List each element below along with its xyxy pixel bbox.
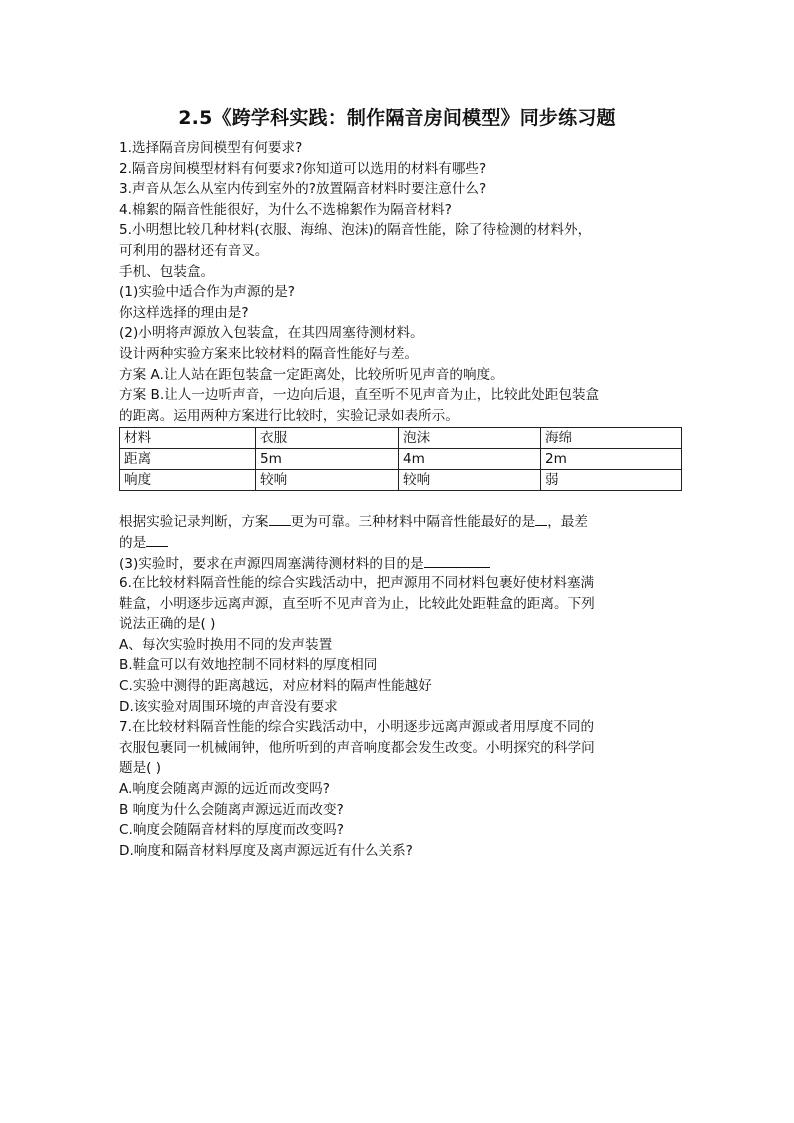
document-title: 2.5《跨学科实践：制作隔音房间模型》同步练习题	[178, 107, 616, 129]
table-cell: 较响	[256, 470, 399, 491]
table-row	[120, 449, 682, 470]
question-5-sub-1: (1)实验中适合作为声源的是?	[119, 284, 296, 301]
question-2: 2.隔音房间模型材料有何要求?你知道可以选用的材料有哪些?	[119, 160, 487, 177]
question-6-option-c: C.实验中测得的距离越远，对应材料的隔声性能越好	[119, 678, 432, 695]
table-header-cell: 海绵	[541, 428, 682, 449]
question-5-design: 设计两种实验方案来比较材料的隔音性能好与差。	[119, 345, 419, 362]
question-5-line-2: 可利用的器材还有音叉。	[119, 242, 269, 259]
question-6-line-3: 说法正确的是( )	[119, 616, 216, 633]
table-cell: 弱	[541, 470, 682, 491]
question-6-option-d: D.该实验对周围环境的声音没有要求	[119, 698, 338, 715]
answer-blank	[535, 511, 547, 526]
answer-blank	[424, 553, 490, 568]
question-1: 1.选择隔音房间模型有何要求?	[119, 140, 303, 156]
plan-a: 方案 A.让人站在距包装盒一定距离处，比较所听见声音的响度。	[119, 366, 504, 383]
judge-line-1: 根据实验记录判断，方案 更为可靠。三种材料中隔音性能最好的是 ，最差	[119, 511, 685, 532]
judge-line-2: 的是	[119, 532, 685, 553]
question-6-option-a: A、每次实验时换用不同的发声装置	[119, 636, 333, 653]
question-5-line-3: 手机、包装盒。	[119, 263, 215, 280]
table-cell: 5m	[256, 449, 399, 470]
question-6-option-b: B.鞋盒可以有效地控制不同材料的厚度相同	[119, 657, 378, 674]
table-header-cell: 泡沫	[399, 428, 541, 449]
table-header-cell: 材料	[120, 428, 256, 449]
answer-blank	[146, 532, 168, 547]
question-4: 4.棉絮的隔音性能很好，为什么不选棉絮作为隔音材料?	[119, 201, 452, 218]
question-6-line-2: 鞋盒，小明逐步远离声源，直至听不见声音为止，比较此处距鞋盒的距离。下列	[119, 595, 595, 612]
table-header-cell: 衣服	[256, 428, 399, 449]
table-cell: 2m	[541, 449, 682, 470]
question-5-sub-1-reason: 你这样选择的理由是?	[119, 304, 249, 321]
plan-b-line-2: 的距离。运用两种方案进行比较时，实验记录如表所示。	[119, 407, 459, 424]
question-5-line-1: 5.小明想比较几种材料(衣服、海绵、泡沫)的隔音性能，除了待检测的材料外，	[119, 222, 592, 239]
question-7-line-1: 7.在比较材料隔音性能的综合实践活动中，小明逐步远离声源或者用厚度不同的	[119, 719, 595, 736]
question-3: 3.声音从怎么从室内传到室外的?放置隔音材料时要注意什么?	[119, 181, 487, 198]
question-6-line-1: 6.在比较材料隔音性能的综合实践活动中，把声源用不同材料包裹好使材料塞满	[119, 575, 595, 592]
answer-blank	[269, 511, 291, 526]
table-row	[120, 470, 682, 491]
question-7-option-b: B 响度为什么会随离声源远近而改变?	[119, 801, 344, 818]
table-cell: 响度	[120, 470, 256, 491]
table-cell: 4m	[399, 449, 541, 470]
plan-b-line-1: 方案 B.让人一边听声音，一边向后退，直至听不见声音为止，比较此处距包装盒	[119, 387, 600, 404]
question-5-sub-3: (3)实验时，要求在声源四周塞满待测材料的目的是	[119, 553, 685, 574]
question-7-line-2: 衣服包裹同一机械闹钟，他所听到的声音响度都会发生改变。小明探究的科学问	[119, 739, 595, 756]
question-5-sub-2: (2)小明将声源放入包装盒，在其四周塞待测材料。	[119, 325, 424, 342]
table-cell: 较响	[399, 470, 541, 491]
table-cell: 距离	[120, 449, 256, 470]
experiment-table	[119, 427, 682, 491]
table-header-row	[120, 428, 682, 449]
document-body	[119, 138, 685, 861]
question-7-option-d: D.响度和隔音材料厚度及离声源远近有什么关系?	[119, 842, 413, 859]
question-7-option-c: C.响度会随隔音材料的厚度而改变吗?	[119, 822, 344, 839]
question-7-option-a: A.响度会随离声源的远近而改变吗?	[119, 781, 330, 798]
question-7-line-3: 题是( )	[119, 760, 162, 777]
